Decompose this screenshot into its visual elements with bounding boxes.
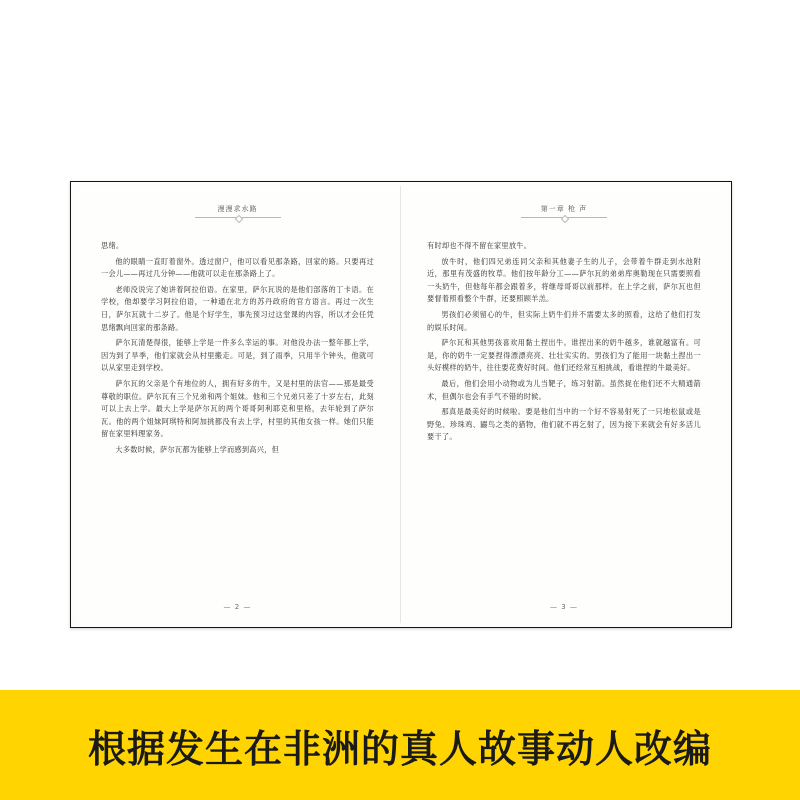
book-inner-page-area (75, 186, 727, 623)
paragraph: 男孩们必须留心的牛，但实际上奶牛们并不需要太多的照看，这给了他们打发的娱乐时间。 (427, 309, 701, 332)
left-page-body (101, 240, 374, 457)
paragraph: 那真是最美好的时候啦。要是他们当中的一个好不容易射死了一只地松鼠或是野兔、珍珠鸡、鼹鸟之类的猎物，他们就不再乞射了，因为接下来就会有好多活儿要干了。 (427, 407, 701, 442)
paragraph: 思绪。 (101, 241, 124, 250)
paragraph: 萨尔瓦和其他男孩喜欢用黏土捏出牛。谁捏出来的奶牛越多，谁就越富有。可是，你的奶牛一定要捏得漂漂亮亮、壮壮实实的。男孩们为了能用一块黏土捏出一头好模样的奶牛，往往要花费好时间。他们还经常互相挑战，看谁捏的牛最美好。 (427, 338, 701, 373)
promo-banner-text: 根据发生在非洲的真人故事动人改编 (87, 726, 712, 771)
paragraph: 有时却也不得不留在家里放牛。 (427, 241, 532, 250)
right-header-rule (521, 217, 607, 218)
paragraph: 他的眼睛一直盯着窗外。透过窗户，他可以看见那条路，回家的路。只要再过一会儿——再过几分钟——他就可以走在那条路上了。 (101, 256, 374, 279)
left-page-header (101, 204, 374, 230)
paragraph: 大多数时候，萨尔瓦都为能够上学而感到高兴，但 (115, 444, 280, 454)
book-spread (70, 181, 732, 628)
paragraph: 萨尔瓦的父亲是个有地位的人，拥有好多的牛，又是村里的法官——那是最受尊敬的职位。萨尔瓦有三个兄弟和两个姐妹。他和三个兄弟只差了十岁左右，此刻可以上去上学。最大上学是萨尔瓦的两个哥哥阿利耶克和里格，去年轮到了萨尔瓦。他的两个姐妹阿琪特和阿加挑都没有去上学，村里的其他女孩一样。她们只能留在家里料理家务。 (101, 378, 374, 439)
right-page-header (427, 204, 701, 230)
promo-banner (0, 690, 800, 800)
paragraph: 最后，他们会用小动物或为儿当靶子，练习射箭。虽然捉在他们还不大精通箭术，但偶尔也会有手气不错的时候。 (427, 378, 701, 401)
left-header-rule (195, 217, 281, 218)
book-right-page (401, 186, 727, 623)
right-page-body (427, 240, 701, 444)
right-running-head: 第一章 枪 声 (540, 205, 588, 213)
book-left-page (75, 186, 401, 623)
paragraph: 放牛时，他们四兄弟连同父亲和其他妻子生的儿子，会带着牛群走到水池附近，那里有茂盛的牧草。他们按年龄分工——萨尔瓦的弟弟库奥勒现在只需要照看一头奶牛，但他每年都会跟着多，将继母哥哥以前那样。在上学之前，萨尔瓦也但要督着照看整个牛群，还要照顾羊羔。 (427, 256, 701, 304)
right-page-number: — 3 — (550, 603, 578, 611)
paragraph: 萨尔瓦清楚得很，能够上学是一件多么幸运的事。对他没办法一整年都上学，因为到了旱季，他们家就会从村里搬走。可是，到了雨季，只用半个钟头，他就可以从家里走到学校。 (101, 338, 374, 373)
paragraph: 老师没说完了她讲着阿拉伯语。在家里，萨尔瓦说的是他们部落的丁卡语。在学校，他却要学习阿拉伯语，一种通在北方的苏丹政府的官方语言。再过一次生日，萨尔瓦就十二岁了。他是个好学生，事先预习过这堂课的内容，所以才会任凭思绪飘向回家的那条路。 (101, 284, 374, 332)
left-running-head: 漫漫求水路 (217, 205, 258, 213)
left-page-number: — 2 — (223, 603, 252, 611)
